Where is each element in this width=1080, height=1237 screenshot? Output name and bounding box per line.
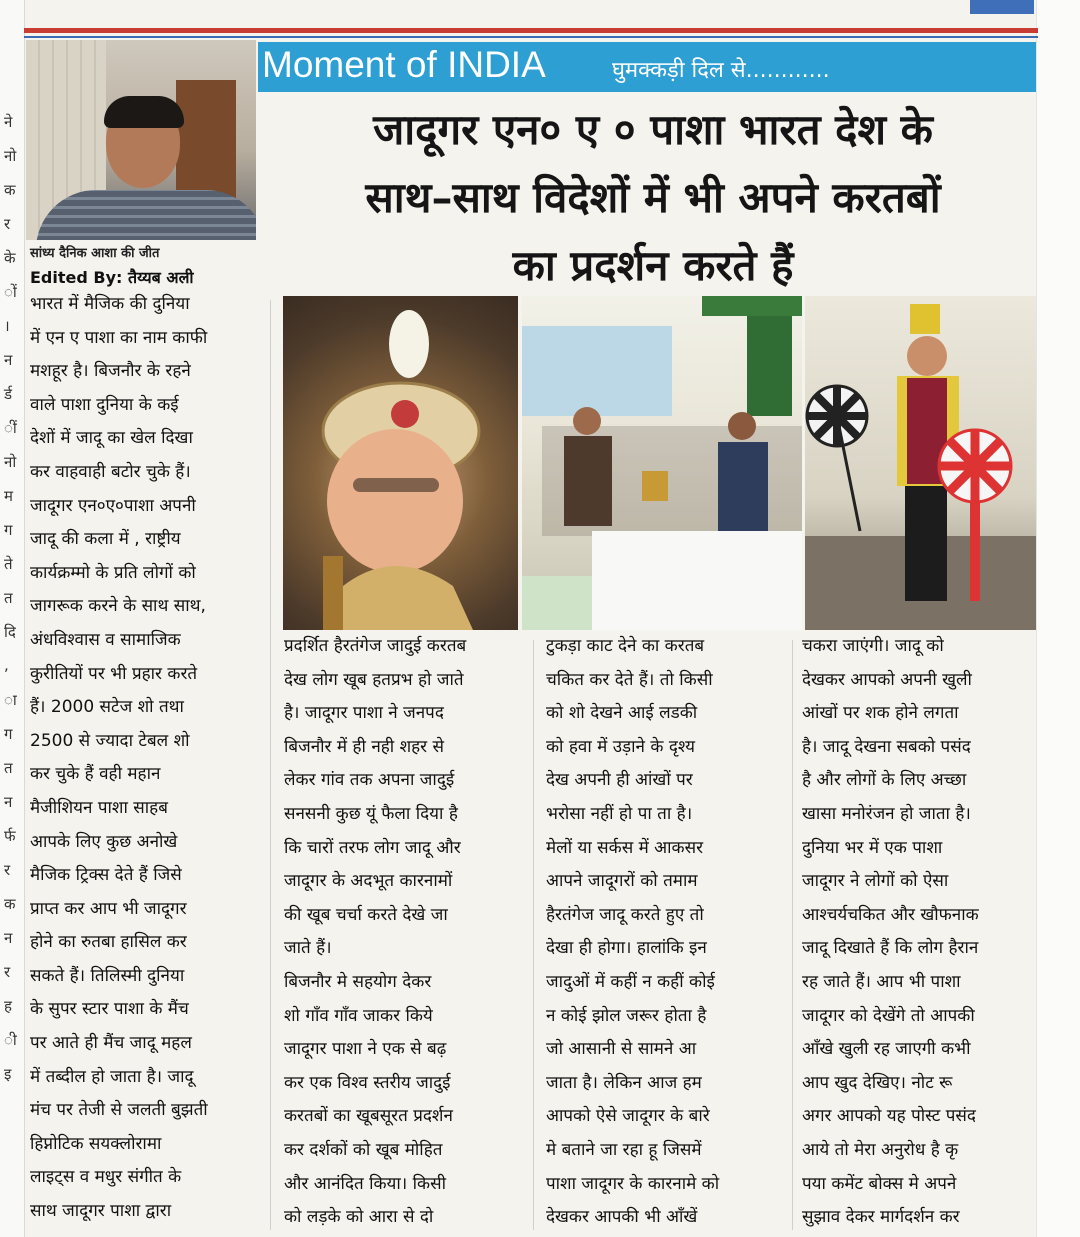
article-line: देखकर आपकी भी आँखें bbox=[546, 1207, 698, 1228]
article-line: जादू की कला में , राष्ट्रीय bbox=[30, 529, 181, 550]
article-line: चकरा जाएंगी। जादू को bbox=[802, 636, 944, 656]
column-rule bbox=[792, 640, 793, 1230]
article-line: आपने जादूगरों को तमाम bbox=[546, 871, 698, 892]
strip-char: ीं bbox=[4, 419, 17, 437]
article-line: पया कमेंट बोक्स मे अपने bbox=[802, 1173, 957, 1194]
strip-char: नो bbox=[4, 453, 17, 471]
article-line: अगर आपको यह पोस्ट पसंद bbox=[802, 1106, 976, 1127]
article-line: की खूब चर्चा करते देखे जा bbox=[284, 904, 448, 925]
award-ceremony-photo bbox=[522, 296, 802, 630]
article-line: कार्यक्रम्मो के प्रति लोगों को bbox=[30, 562, 196, 583]
article-line: टुकड़ा काट देने का करतब bbox=[546, 636, 705, 656]
strip-char: त bbox=[4, 759, 13, 777]
article-line: है। जादूगर पाशा ने जनपद bbox=[284, 703, 444, 724]
strip-char: दि bbox=[4, 623, 16, 641]
article-line: पर आते ही मैंच जादू महल bbox=[30, 1033, 192, 1054]
award-ceremony-illustration bbox=[522, 296, 802, 630]
article-line: जादूगर के अदभूत कारनामों bbox=[284, 871, 453, 892]
article-line: आँखे खुली रह जाएगी कभी bbox=[802, 1039, 971, 1060]
article-line: देखा ही होगा। हालांकि इन bbox=[546, 938, 707, 959]
article-column-2 bbox=[284, 630, 520, 1235]
article-line: को शो देखने आई लडकी bbox=[546, 703, 698, 724]
article-line: है। जादू देखना सबको पसंद bbox=[802, 736, 971, 757]
article-line: रह जाते हैं। आप भी पाशा bbox=[802, 971, 961, 992]
article-line: अंधविश्वास व सामाजिक bbox=[30, 629, 181, 650]
adjacent-page-strip bbox=[0, 0, 25, 1237]
strip-char: ग bbox=[4, 521, 13, 539]
article-line: आश्चर्यचकित और खौफनाक bbox=[802, 904, 979, 925]
photo-hair bbox=[104, 96, 184, 128]
headline-line: साथ–साथ विदेशों में भी अपने करतबों bbox=[365, 173, 941, 222]
strip-char: र्ड bbox=[4, 385, 13, 403]
strip-char: त bbox=[4, 589, 13, 607]
strip-char: ग bbox=[4, 725, 13, 743]
strip-char: र्फ bbox=[4, 827, 16, 845]
banner-title: Moment of INDIA bbox=[262, 44, 546, 85]
strip-char: ा bbox=[4, 691, 17, 709]
headline bbox=[270, 96, 1036, 300]
article-line: मशहूर है। बिजनौर के रहने bbox=[30, 361, 191, 382]
strip-char: इ bbox=[4, 1065, 12, 1083]
article-column-4 bbox=[802, 630, 1036, 1235]
article-column-3 bbox=[546, 630, 782, 1235]
article-line: हैं। 2000 सटेज शो तथा bbox=[30, 697, 184, 718]
article-line: में तब्दील हो जाता है। जादू bbox=[30, 1066, 194, 1087]
article-line: जादूगर को देखेंगे तो आपकी bbox=[802, 1005, 975, 1026]
article-line: आप खुद देखिए। नोट रू bbox=[802, 1072, 953, 1093]
column-rule bbox=[270, 300, 271, 1230]
article-line: कर वाहवाही बटोर चुके हैं। bbox=[30, 461, 191, 482]
article-line: कि चारों तरफ लोग जादू और bbox=[284, 837, 461, 858]
article-line: प्रदर्शित हैरतंगेज जादुई करतब bbox=[284, 636, 467, 656]
headline-line: का प्रदर्शन करते हैं bbox=[512, 241, 794, 290]
article-line: जादुओं में कहीं न कहीं कोई bbox=[546, 971, 715, 992]
strip-char: म bbox=[4, 487, 13, 505]
banner-tagline: घुमक्कड़ी दिल से............ bbox=[612, 58, 830, 83]
article-line: देख लोग खूब हतप्रभ हो जाते bbox=[284, 669, 464, 690]
article-line: बिजनौर में ही नही शहर से bbox=[284, 736, 445, 757]
strip-char: र bbox=[4, 215, 11, 233]
article-line: पाशा जादूगर के कारनामे को bbox=[546, 1173, 720, 1194]
article-line: कुरीतियों पर भी प्रहार करते bbox=[30, 663, 198, 684]
strip-char: नो bbox=[4, 147, 17, 165]
article-line: जादू दिखाते हैं कि लोग हैरान bbox=[802, 938, 979, 959]
article-line: वाले पाशा दुनिया के कई bbox=[30, 394, 179, 415]
article-line: साथ जादूगर पाशा द्वारा bbox=[30, 1201, 172, 1222]
article-line: जो आसानी से सामने आ bbox=[546, 1039, 697, 1060]
article-line: हैरतंगेज जादू करते हुए तो bbox=[546, 904, 704, 925]
article-line: में एन ए पाशा का नाम काफी bbox=[30, 327, 208, 348]
edited-by: Edited By: तैय्यब अली bbox=[30, 268, 194, 287]
article-line: जादूगर एन०ए०पाशा अपनी bbox=[30, 495, 196, 516]
magician-umbrella-illustration bbox=[805, 296, 1036, 630]
strip-char: न bbox=[4, 793, 13, 811]
article-line: कर चुके हैं वही महान bbox=[30, 764, 161, 785]
strip-char: ते bbox=[4, 555, 13, 573]
article-line: देख अपनी ही आंखों पर bbox=[546, 770, 693, 791]
column-rule bbox=[533, 640, 534, 1230]
article-line: जागरूक करने के साथ साथ, bbox=[30, 596, 206, 617]
article-line: मैजिक ट्रिक्स देते हैं जिसे bbox=[30, 865, 182, 886]
article-line: जाता है। लेकिन आज हम bbox=[546, 1072, 702, 1093]
article-line: दुनिया भर में एक पाशा bbox=[802, 837, 943, 858]
article-line: 2500 से ज्यादा टेबल शो bbox=[30, 730, 190, 751]
strip-char: । bbox=[4, 317, 10, 335]
article-line: न कोई झोल जरूर होता है bbox=[546, 1005, 707, 1026]
article-line: देखकर आपको अपनी खुली bbox=[802, 669, 972, 690]
photo-shirt bbox=[36, 190, 256, 240]
article-line: सनसनी कुछ यूं फैला दिया है bbox=[284, 803, 458, 824]
article-line: मेलों या सर्कस में आकसर bbox=[546, 837, 704, 858]
article-line: को लड़के को आरा से दो bbox=[284, 1207, 434, 1228]
strip-char: क bbox=[4, 181, 16, 199]
article-line: है और लोगों के लिए अच्छा bbox=[802, 770, 967, 791]
editor-caption: सांध्य दैनिक आशा की जीत bbox=[30, 246, 160, 261]
article-line: जादूगर पाशा ने एक से बढ़ bbox=[284, 1039, 447, 1060]
strip-char: न bbox=[4, 929, 13, 947]
article-line: लेकर गांव तक अपना जादुई bbox=[284, 770, 455, 791]
editor-photo bbox=[26, 40, 256, 240]
magician-portrait-photo bbox=[283, 296, 518, 630]
right-margin bbox=[1036, 0, 1080, 1237]
article-line: मंच पर तेजी से जलती बुझती bbox=[30, 1100, 208, 1121]
article-line: को हवा में उड़ाने के दृश्य bbox=[546, 736, 695, 757]
strip-char: ह bbox=[4, 997, 12, 1015]
strip-char: के bbox=[4, 249, 16, 267]
article-line: मैजीशियन पाशा साहब bbox=[30, 797, 168, 818]
article-line: बिजनौर मे सहयोग देकर bbox=[284, 971, 432, 992]
article-line: आये तो मेरा अनुरोध है कृ bbox=[802, 1139, 959, 1160]
article-line: जादूगर ने लोगों को ऐसा bbox=[802, 871, 949, 892]
magician-umbrella-photo bbox=[805, 296, 1036, 630]
article-line: सुझाव देकर मार्गदर्शन कर bbox=[802, 1207, 960, 1228]
article-line: कर एक विश्व स्तरीय जादुई bbox=[284, 1072, 451, 1093]
article-line: लाइट्स व मधुर संगीत के bbox=[30, 1167, 182, 1188]
strip-char: क bbox=[4, 895, 16, 913]
strip-char: र bbox=[4, 861, 11, 879]
article-line: शो गाँव गाँव जाकर किये bbox=[284, 1005, 433, 1026]
article-line: हिप्नोटिक सयक्लोरामा bbox=[30, 1133, 162, 1154]
strip-char: न bbox=[4, 351, 13, 369]
article-line: आपके लिए कुछ अनोखे bbox=[30, 831, 178, 852]
strip-char: ने bbox=[4, 113, 13, 131]
article-line: और आनंदित किया। किसी bbox=[284, 1173, 447, 1194]
article-line: करतबों का खूबसूरत प्रदर्शन bbox=[284, 1106, 453, 1127]
top-rule-blue bbox=[24, 36, 1038, 38]
article-line: आंखों पर शक होने लगता bbox=[802, 703, 959, 724]
article-line: चकित कर देते हैं। तो किसी bbox=[546, 669, 713, 690]
magician-portrait-illustration bbox=[283, 296, 518, 630]
top-rule-red bbox=[24, 28, 1038, 33]
strip-char: , bbox=[4, 656, 9, 674]
article-line: भरोसा नहीं हो पा ता है। bbox=[546, 803, 693, 824]
article-line: के सुपर स्टार पाशा के मैंच bbox=[30, 999, 189, 1020]
article-line: जाते हैं। bbox=[284, 938, 332, 959]
article-line: भारत में मैजिक की दुनिया bbox=[30, 294, 190, 314]
top-marker bbox=[970, 0, 1034, 14]
article-line: प्राप्त कर आप भी जादूगर bbox=[30, 898, 187, 919]
article-line: मे बताने जा रहा हू जिसमें bbox=[546, 1139, 702, 1160]
article-line: खासा मनोरंजन हो जाता है। bbox=[802, 803, 971, 824]
article-column-1 bbox=[30, 288, 260, 1229]
article-line: कर दर्शकों को खूब मोहित bbox=[284, 1139, 443, 1160]
strip-char: र bbox=[4, 963, 11, 981]
headline-line: जादूगर एन० ए ० पाशा भारत देश के bbox=[373, 105, 933, 154]
article-line: सकते हैं। तिलिस्मी दुनिया bbox=[30, 965, 185, 986]
article-line: होने का रुतबा हासिल कर bbox=[30, 932, 187, 953]
article-line: देशों में जादू का खेल दिखा bbox=[30, 428, 193, 449]
strip-char: ों bbox=[4, 283, 17, 301]
strip-char: ी bbox=[4, 1031, 17, 1049]
article-line: आपको ऐसे जादूगर के बारे bbox=[546, 1106, 710, 1127]
